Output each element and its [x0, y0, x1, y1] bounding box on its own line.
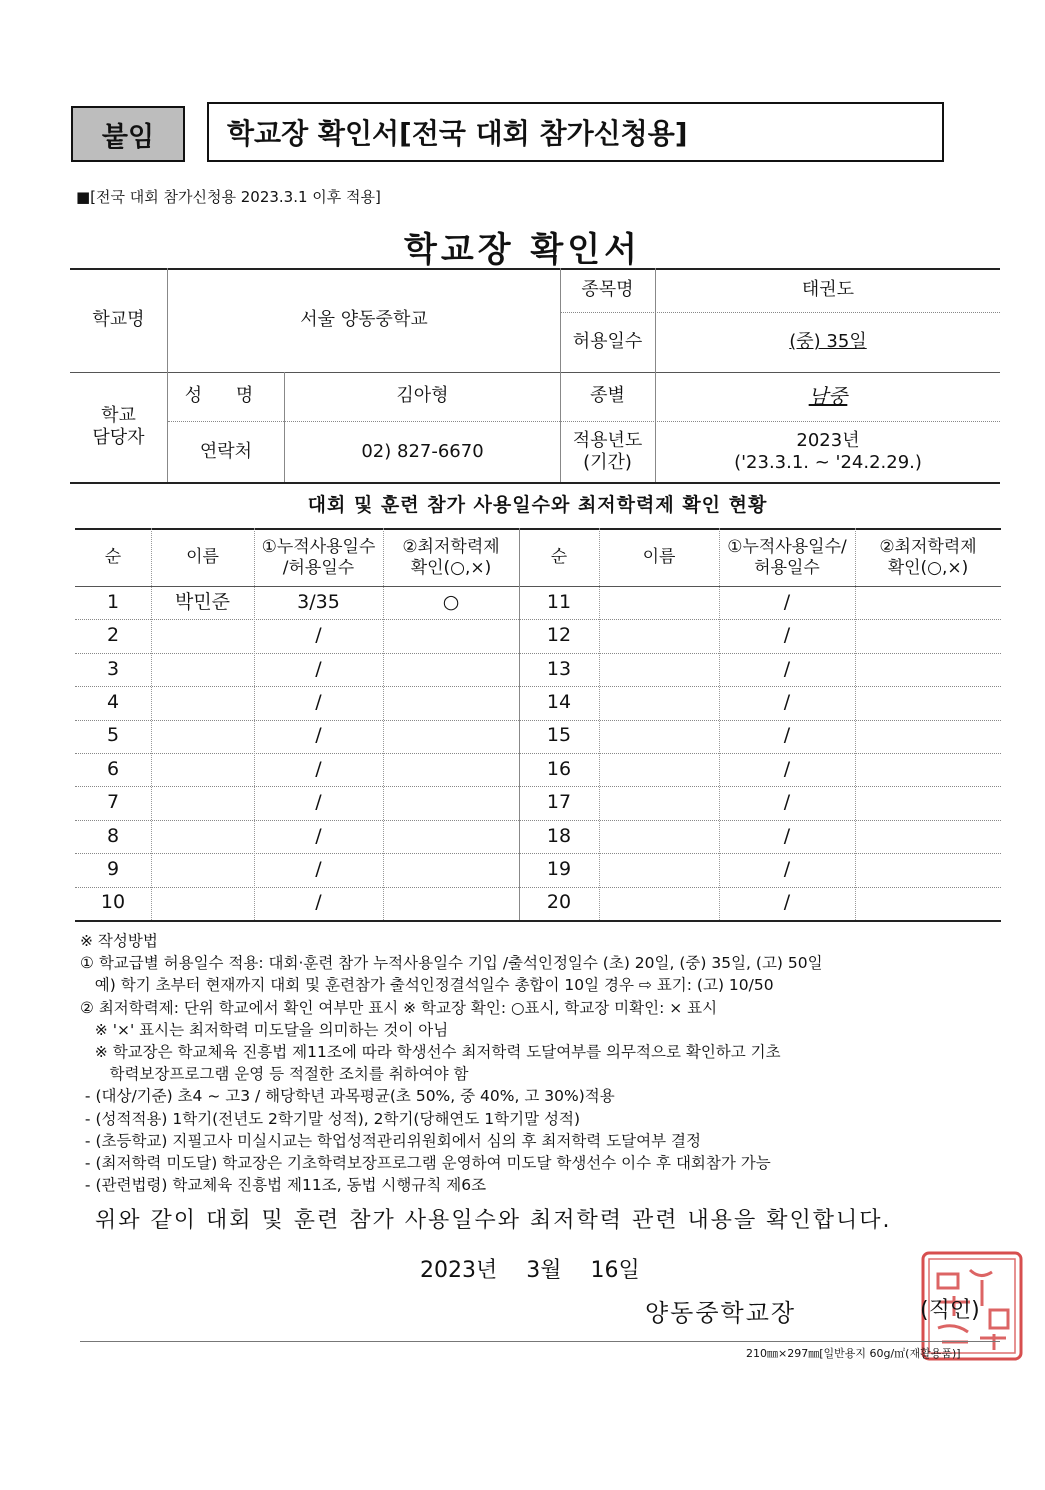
table-cell-no: 18	[546, 824, 572, 847]
guide-line: ① 학교급별 허용일수 적용: 대회·훈련 참가 누적사용일수 기입 /출석인정일수 (초) 20일, (중) 35일, (고) 50일	[80, 954, 823, 973]
table-cell-check	[855, 853, 1001, 886]
table-cell-check	[855, 786, 1001, 819]
table-cell-used: /	[315, 757, 322, 780]
table-cell-no: 9	[106, 858, 120, 880]
table-cell-no: 12	[546, 624, 572, 647]
status-title: 대회 및 훈련 참가 사용일수와 최저학력제 확인 현황	[307, 494, 768, 516]
applicability-note: ■[전국 대회 참가신청용 2023.3.1 이후 적용]	[76, 188, 381, 206]
table-cell-name	[599, 753, 719, 786]
table-cell-name	[151, 853, 254, 886]
table-cell-used: /	[315, 891, 322, 914]
sport-label: 종목명	[581, 278, 634, 300]
table-cell-name	[151, 653, 254, 686]
table-cell-check	[383, 887, 519, 920]
table-cell-no: 16	[546, 757, 572, 780]
main-title: 학교장 확인서	[404, 230, 641, 270]
table-cell-check: ○	[442, 590, 460, 613]
table-cell-used: /	[783, 824, 791, 847]
table-cell-used: /	[783, 691, 791, 713]
allowed-days-label: 허용일수	[572, 331, 643, 353]
table-cell-no: 13	[546, 657, 572, 680]
table-cell-check	[855, 887, 1001, 920]
table-cell-used: /	[315, 657, 322, 680]
table-cell-no: 4	[106, 691, 120, 713]
writing-guide	[80, 930, 1020, 1196]
table-cell-used: /	[315, 624, 322, 647]
sport-value: 태권도	[801, 278, 855, 300]
table-cell-used: /	[783, 590, 791, 613]
table-cell-no: 8	[106, 824, 120, 847]
gender-value: 남중	[808, 384, 848, 408]
guide-line: ※ 학교장은 학교체육 진흥법 제11조에 따라 학생선수 최저학력 도달여부를 의무적으로 확인하고 기초	[80, 1043, 781, 1062]
table-cell-name	[151, 887, 254, 920]
col-used-header-right: ①누적사용일수/ 허용일수	[727, 536, 847, 578]
table-cell-used: /	[783, 791, 791, 814]
col-name-header: 이름	[186, 547, 219, 568]
table-cell-name	[599, 820, 719, 853]
col-check-header-right: ②최저학력제 확인(○,×)	[879, 536, 977, 578]
phone-value: 02) 827-6670	[361, 440, 484, 462]
table-cell-no: 17	[546, 791, 572, 814]
table-cell-name	[151, 720, 254, 753]
guide-line: - (대상/기준) 초4 ~ 고3 / 해당학년 과목평균(초 50%, 중 40%, 고 30%)적용	[80, 1087, 615, 1106]
seal-label: (직인)	[920, 1298, 980, 1323]
col-name-header-right: 이름	[642, 547, 676, 568]
table-cell-name	[151, 786, 254, 819]
table-cell-name	[599, 853, 719, 886]
table-rule	[75, 920, 1001, 922]
table-cell-used: /	[315, 791, 322, 814]
table-cell-check	[383, 853, 519, 886]
table-cell-name	[599, 653, 719, 686]
year-value: 2023년 ('23.3.1. ~ '24.2.29.)	[734, 429, 922, 473]
table-cell-name: 박민준	[174, 590, 231, 613]
guide-line: ② 최저학력제: 단위 학교에서 확인 여부만 표시 ※ 학교장 확인: ○표시, 학교장 미확인: × 표시	[80, 998, 718, 1017]
guide-line: - (초등학교) 지필고사 미실시교는 학업성적관리위원회에서 심의 후 최저학력 도달여부 결정	[80, 1131, 701, 1150]
table-cell-name	[599, 887, 719, 920]
table-cell-name	[151, 686, 254, 719]
contact-label: 학교 담당자	[92, 404, 145, 448]
school-label: 학교명	[92, 308, 145, 330]
guide-line: - (성적적용) 1학기(전년도 2학기말 성적), 2학기(당해연도 1학기말 성적)	[80, 1109, 580, 1128]
table-cell-used: /	[315, 724, 322, 747]
footer-divider	[80, 1341, 1000, 1342]
table-cell-name	[599, 786, 719, 819]
table-cell-no: 5	[106, 724, 120, 747]
table-cell-name	[599, 686, 719, 719]
attachment-badge: 붙임	[71, 106, 185, 162]
table-cell-check	[855, 619, 1001, 652]
table-cell-check	[383, 653, 519, 686]
table-cell-check	[855, 753, 1001, 786]
table-cell-no: 6	[106, 757, 120, 780]
guide-line: ※ '×' 표시는 최저학력 미도달을 의미하는 것이 아님	[80, 1020, 449, 1039]
table-cell-used: /	[783, 624, 791, 647]
guide-line: - (관련법령) 학교체육 진흥법 제11조, 동법 시행규칙 제6조	[80, 1176, 487, 1195]
table-cell-check	[855, 686, 1001, 719]
guide-line: 예) 학기 초부터 현재까지 대회 및 훈련참가 출석인정결석일수 총합이 10일 경우 ⇨ 표기: (고) 10/50	[80, 976, 774, 995]
table-cell-check	[855, 586, 1001, 619]
table-cell-name	[151, 753, 254, 786]
table-cell-no: 10	[100, 891, 126, 914]
table-cell-used: /	[315, 858, 322, 880]
table-cell-check	[383, 619, 519, 652]
table-cell-no: 11	[546, 590, 572, 613]
allowed-days-value: (중) 35일	[789, 331, 867, 353]
table-cell-name	[599, 619, 719, 652]
table-cell-no: 14	[546, 691, 572, 713]
document-title-box: 학교장 확인서[전국 대회 참가신청용]	[207, 102, 944, 162]
table-cell-name	[151, 820, 254, 853]
name-value: 김아형	[396, 385, 449, 407]
col-used-header: ①누적사용일수 /허용일수	[261, 536, 376, 578]
year-label: 적용년도 (기간)	[572, 429, 643, 473]
table-cell-name	[599, 586, 719, 619]
guide-line: ※ 작성방법	[80, 932, 158, 950]
phone-label: 연락처	[199, 440, 253, 462]
table-cell-used: /	[783, 757, 791, 780]
table-cell-no: 7	[106, 791, 120, 814]
table-cell-no: 20	[546, 891, 572, 914]
table-cell-check	[855, 653, 1001, 686]
paper-spec: 210㎜×297㎜[일반용지 60g/㎡(재활용품)]	[746, 1347, 961, 1360]
table-cell-no: 19	[546, 858, 572, 880]
table-cell-used: /	[783, 858, 791, 880]
table-cell-used: /	[315, 691, 322, 713]
table-cell-check	[383, 720, 519, 753]
table-cell-used: /	[783, 891, 791, 914]
table-cell-check	[855, 720, 1001, 753]
name-label: 성 명	[184, 385, 268, 407]
table-cell-no: 15	[546, 724, 572, 747]
col-no-header-right: 순	[550, 547, 568, 568]
gender-label: 종별	[590, 385, 625, 407]
confirmation-statement: 위와 같이 대회 및 훈련 참가 사용일수와 최저학력 관련 내용을 확인합니다.	[95, 1208, 892, 1233]
table-cell-check	[383, 786, 519, 819]
col-no-header: 순	[104, 547, 122, 568]
table-cell-check	[383, 753, 519, 786]
issue-date: 2023년 3월 16일	[420, 1258, 640, 1283]
table-cell-name	[599, 720, 719, 753]
table-cell-used: 3/35	[297, 590, 340, 613]
table-cell-used: /	[783, 657, 791, 680]
school-value: 서울 양동중학교	[300, 308, 428, 330]
principal-name: 양동중학교장	[645, 1299, 797, 1327]
table-cell-check	[383, 686, 519, 719]
table-cell-no: 2	[106, 624, 120, 647]
table-cell-no: 1	[106, 590, 120, 613]
table-cell-no: 3	[106, 657, 120, 680]
table-cell-check	[855, 820, 1001, 853]
table-cell-name	[151, 619, 254, 652]
col-check-header: ②최저학력제 확인(○,×)	[402, 536, 500, 578]
table-cell-check	[383, 820, 519, 853]
table-cell-used: /	[783, 724, 791, 747]
guide-line: - (최저학력 미도달) 학교장은 기초학력보장프로그램 운영하여 미도달 학생선수 이수 후 대회참가 가능	[80, 1154, 771, 1173]
table-cell-used: /	[315, 824, 322, 847]
guide-line: 학력보장프로그램 운영 등 적절한 조치를 취하여야 함	[80, 1065, 469, 1084]
